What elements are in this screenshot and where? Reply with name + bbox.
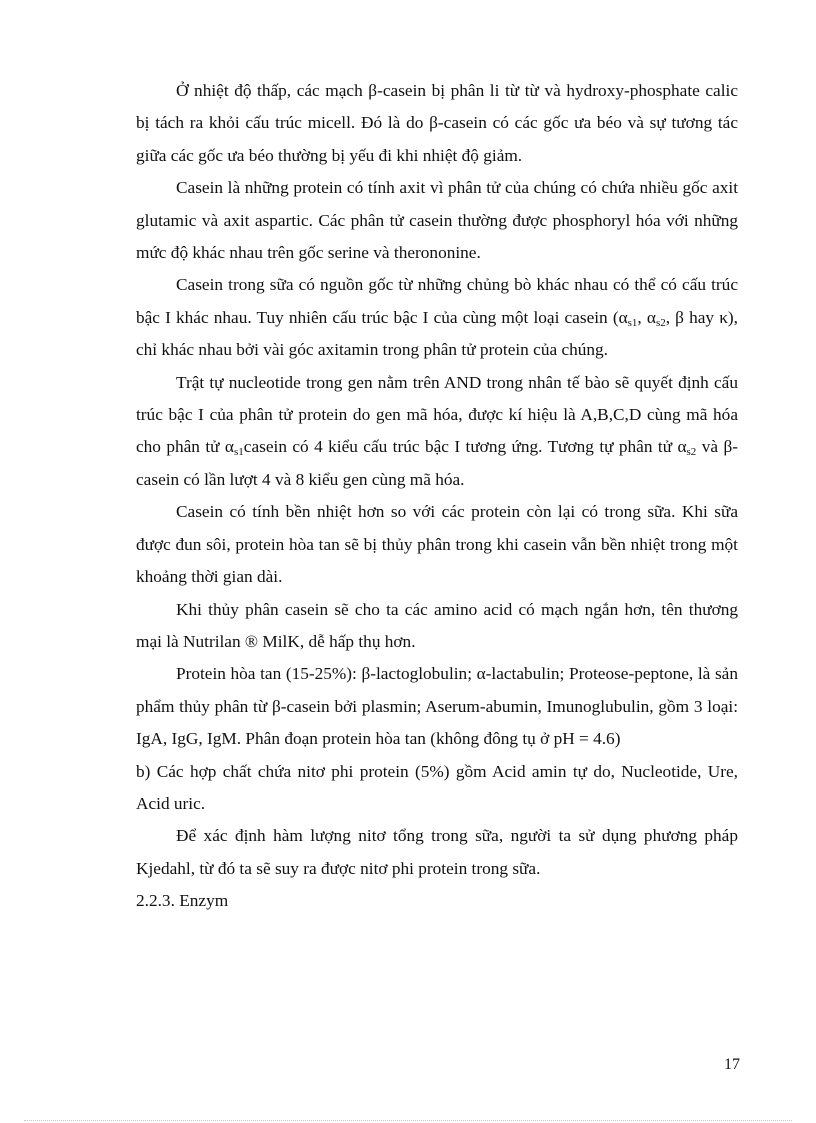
subscript: s2 (686, 446, 697, 459)
text-segment: Ở nhiệt độ thấp, các mạch β-casein bị phân li từ từ và hydroxy-phosphate calic bị tách ra khỏi cấu trúc micell. Đó là do β-casein có các gốc ưa béo và sự tương tác giữa các gốc ưa béo thường bị yếu đi khi nhiệt độ giảm. (136, 81, 738, 165)
paragraph-p5 (136, 496, 738, 593)
paragraph-p10 (136, 885, 738, 917)
body-text (136, 75, 738, 918)
text-segment: Casein có tính bền nhiệt hơn so với các protein còn lại có trong sữa. Khi sữa được đun sôi, protein hòa tan sẽ bị thủy phân trong khi casein vẫn bền nhiệt trong một khoảng thời gian dài. (136, 502, 738, 587)
paragraph-p1 (136, 75, 738, 172)
text-segment: b) Các hợp chất chứa nitơ phi protein (5%) gồm Acid amin tự do, Nucleotide, Ure, Acid uric. (136, 761, 738, 813)
page-number: 17 (724, 1056, 740, 1073)
text-segment: Khi thủy phân casein sẽ cho ta các amino acid có mạch ngắn hơn, tên thương mại là Nutrilan ® MilK, dễ hấp thụ hơn. (136, 599, 738, 651)
text-segment: Trật tự nucleotide trong gen nằm trên AND trong nhân tế bào sẽ quyết định cấu trúc bậc I của phân tử protein do gen mã hóa, được kí hiệu là A,B,C,D cùng mã hóa cho phân tử α (136, 372, 738, 457)
text-segment: Protein hòa tan (15-25%): β-lactoglobulin; α-lactabulin; Proteose-peptone, là sản phẩm thủy phân từ β-casein bởi plasmin; Aserum-abumin, Imunoglubulin, gồm 3 loại: IgA, IgG, IgM. Phân đoạn protein hòa tan (không đông tụ ở pH = 4.6) (136, 664, 738, 749)
text-segment: , β hay κ), chỉ khác nhau bởi vài góc axitamin trong phân tử protein của chúng. (136, 307, 738, 360)
subscript: s2 (655, 316, 666, 329)
paragraph-p4 (136, 367, 738, 497)
subscript: s1 (234, 446, 244, 459)
text-segment: Casein trong sữa có nguồn gốc từ những chủng bò khác nhau có thể có cấu trúc bậc I khác nhau. Tuy nhiên cấu trúc bậc I của cùng một loại casein (α (136, 275, 738, 327)
subscript: s1 (627, 316, 638, 329)
text-segment: và β-casein có lần lượt 4 và 8 kiểu gen cùng mã hóa. (136, 437, 738, 489)
paragraph-p9 (136, 820, 738, 885)
paragraph-p3 (136, 269, 738, 366)
paragraph-p2 (136, 172, 738, 269)
text-segment: Casein là những protein có tính axit vì phân tử của chúng có chứa nhiều gốc axit glutamic và axit aspartic. Các phân tử casein thường được phosphoryl hóa với những mức độ khác nhau trên gốc serine và therononine. (136, 178, 738, 263)
text-segment: casein có 4 kiểu cấu trúc bậc I tương ứng. Tương tự phân tử α (243, 437, 687, 457)
text-segment: Để xác định hàm lượng nitơ tổng trong sữa, người ta sử dụng phương pháp Kjedahl, từ đó ta sẽ suy ra được nitơ phi protein trong sữa. (136, 826, 738, 878)
text-segment: , α (637, 307, 656, 327)
paragraph-p8 (136, 756, 738, 821)
paragraph-p6 (136, 594, 738, 659)
page-bottom-divider (24, 1120, 792, 1121)
text-segment: 2.2.3. Enzym (136, 891, 229, 911)
paragraph-p7 (136, 658, 738, 755)
